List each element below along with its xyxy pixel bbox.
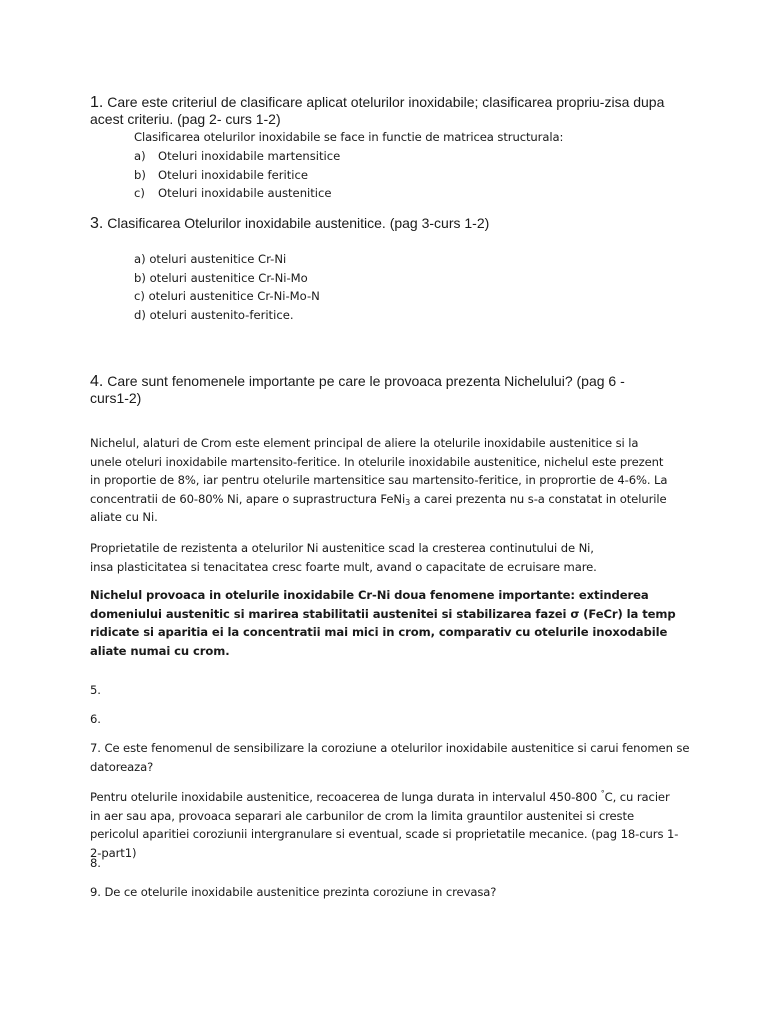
question-4-paragraph-1: Nichelul, alaturi de Crom este element principal de aliere la otelurile inoxidabile austenitice si la unele oteluri inoxidabile martensito-feritice. In otelurile inoxidabile austenitice, nichelul este prezent in proportie de 8%, iar pentru otelurile martensitice sau martensito-feritice, in proprortie de 4-6%. La concentratii de 60-80% Ni, apare o suprastructura FeNi$_3$ a carei prezenta nu s-a constatat in otelurile aliate cu Ni. [90,436,668,525]
question-3 [90,215,678,232]
question-3-number: 3. [90,215,104,232]
question-1-number: 1. [90,94,104,111]
question-1-list [134,147,340,203]
question-6: 6. [90,712,101,726]
list-item: a) oteluri austenitice Cr-Ni [134,252,287,266]
list-item: c) Oteluri inoxidabile austenitice [134,186,332,201]
question-1-text: Care este criteriul de clasificare aplicat otelurilor inoxidabile; clasificarea propriu-zisa dupa acest criteriu. (pag 2- curs 1-2) [90,94,665,127]
list-item: b) oteluri austenitice Cr-Ni-Mo [134,270,308,285]
list-item: b) Oteluri inoxidabile feritice [134,167,308,182]
list-item: c) oteluri austenitice Cr-Ni-Mo-N [134,289,320,304]
question-9: 9. De ce otelurile inoxidabile austenitice prezinta coroziune in crevasa? [90,885,497,899]
question-3-list [134,250,320,324]
question-4-text: Care sunt fenomenele importante pe care le provoaca prezenta Nichelului? (pag 6 - curs1-2) [90,373,625,406]
question-4 [90,373,630,406]
question-8: 8. [90,856,101,870]
list-item: a) Oteluri inoxidabile martensitice [134,149,341,163]
question-1-answer-intro: Clasificarea otelurilor inoxidabile se face in functie de matricea structurala: [134,130,564,144]
list-item: d) oteluri austenito-feritice. [134,307,294,322]
question-1 [90,94,678,127]
question-4-paragraph-2: Proprietatile de rezistenta a otelurilor Ni austenitice scad la cresterea continutului de Ni, insa plasticitatea si tenacitatea cresc foarte mult, avand o capacitate de ecruisare mare. [90,541,597,574]
question-3-text: Clasificarea Otelurilor inoxidabile austenitice. (pag 3-curs 1-2) [103,215,490,231]
question-4-paragraph-3: Nichelul provoaca in otelurile inoxidabile Cr-Ni doua fenomene importante: extinderea domeniului austenitic si marirea stabilitatii austenitei si stabilizarea fazei σ (FeCr) la temp ridicate si aparitia ei la concentratii mai mici in crom, comparativ cu otelurile inoxodabile aliate numai cu crom. [90,588,676,658]
question-4-number: 4. [90,373,104,390]
question-7-answer: Pentru otelurile inoxidabile austenitice, recoacerea de lunga durata in intervalul 450-800 °C, cu racier in aer sau apa, provoaca separari ale carbunilor de crom la limita grauntilor austenitei si creste pericolul aparitiei coroziunii intergranulare si eventual, scade si proprietatile mecanice. (pag 18-curs 1-2-part1) [90,789,679,860]
question-7: 7. Ce este fenomenul de sensibilizare la coroziune a otelurilor inoxidabile austenitice si carui fenomen se datoreaza? [90,741,690,774]
question-5: 5. [90,683,101,697]
